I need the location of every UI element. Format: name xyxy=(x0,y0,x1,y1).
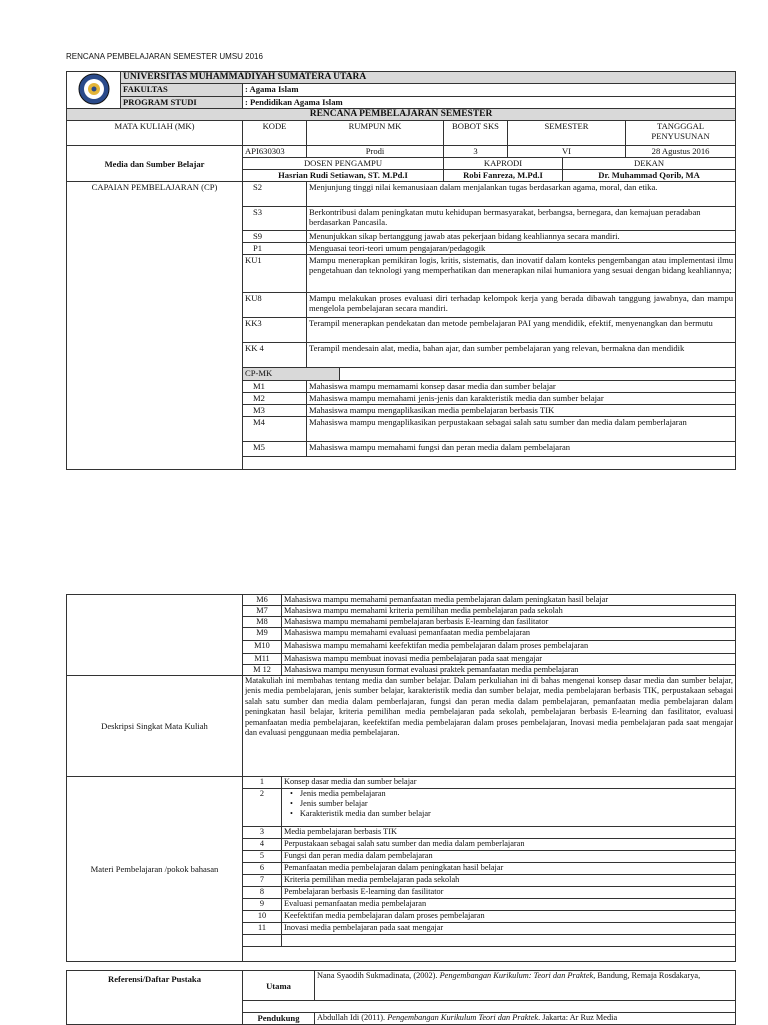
cp-text: Terampil mendesain alat, media, bahan ajar, dan sumber pembelajaran yang relevan, bermakna dan mendidik xyxy=(307,343,736,368)
cpmk-code: M8 xyxy=(243,617,282,628)
deskripsi-text: Matakuliah ini membahas tentang media dan sumber belajar. Dalam perkuliahan ini di bahas mengenai konsep dasar media dan sumber belajar, jenis media pembelajaran, jenis sumber belajar, karakteristik media dan sumber belajar, media pembelajaran berbasis TIK, perpustakaan sebagai salah satu sumber dan media dalam pemberlajaran, fungsi dan peran media dalam pembelajaran, pemanfaatan media pembelajaran dalam peningkatan hasil belajar, kriteria pemilihan media pembelajaran pada sekolah, pembelajaran berbasis E-learning dan fasilitator, evaluasi pemanfaatan media pembelajaran, keefektifan media pembelajaran dalam proses pembelajaran, Inovasi media pembelajaran pada saat mengajar dan evaluasi penggunaan media pembelajaran. xyxy=(243,676,736,777)
kaprodi-label: KAPRODI xyxy=(444,158,563,170)
materi-no: 8 xyxy=(243,887,282,899)
cpmk-text: Mahasiswa mampu memahami kriteria pemilihan media pembelajaran pada sekolah xyxy=(282,606,736,617)
program-value: : Pendidikan Agama Islam xyxy=(243,96,736,108)
document-header: RENCANA PEMBELAJARAN SEMESTER UMSU 2016 xyxy=(66,52,263,61)
cpmk-text: Mahasiswa mampu memahami pemanfaatan media pembelajaran dalam peningkatan hasil belajar xyxy=(282,595,736,606)
cp-code: S9 xyxy=(243,231,307,243)
cpmk-code: M3 xyxy=(243,405,307,417)
cpmk-label: CP-MK xyxy=(243,368,340,381)
materi-text: Kriteria pemilihan media pembelajaran pada sekolah xyxy=(282,875,736,887)
pendukung-reference xyxy=(315,1013,736,1025)
cpmk-code: M9 xyxy=(243,628,282,641)
dosen-label: DOSEN PENGAMPU xyxy=(243,158,444,170)
cp-text: Menjunjung tinggi nilai kemanusiaan dalam menjalankan tugas berdasarkan agama, moral, dan etika. xyxy=(307,182,736,207)
dekan-name: Dr. Muhammad Qorib, MA xyxy=(563,170,736,182)
utama-author: Nana Syaodih Sukmadinata, (2002). xyxy=(317,971,440,980)
cpmk-text: Mahasiswa mampu mengaplikasikan media pembelajaran berbasis TIK xyxy=(307,405,736,417)
cpmk-code: M10 xyxy=(243,641,282,654)
cp-code: KK3 xyxy=(243,318,307,343)
mk-header: MATA KULIAH (MK) xyxy=(67,121,243,146)
cpmk-code: M7 xyxy=(243,606,282,617)
cp-label: CAPAIAN PEMBELAJARAN (CP) xyxy=(67,182,243,470)
university-name: UNIVERSITAS MUHAMMADIYAH SUMATERA UTARA xyxy=(121,72,736,84)
cpmk-code: M4 xyxy=(243,417,307,442)
deskripsi-label: Deskripsi Singkat Mata Kuliah xyxy=(67,676,243,777)
materi-text xyxy=(282,935,736,947)
cpmk-code: M2 xyxy=(243,393,307,405)
materi-text: Inovasi media pembelajaran pada saat mengajar xyxy=(282,923,736,935)
course-code: API630303 xyxy=(243,146,307,158)
cpmk-text: Mahasiswa mampu memahami pembelajaran berbasis E-learning dan fasilitator xyxy=(282,617,736,628)
cpmk-text: Mahasiswa mampu memahami jenis-jenis dan karakteristik media dan sumber belajar xyxy=(307,393,736,405)
cp-text: Berkontribusi dalam peningkatan mutu kehidupan bermasyarakat, berbangsa, bernegara, dan kemajuan peradaban berdasarkan Pancasila. xyxy=(307,207,736,231)
materi-no: 7 xyxy=(243,875,282,887)
materi-no: 2 xyxy=(243,789,282,827)
dosen-name: Hasrian Rudi Setiawan, ST. M.Pd.I xyxy=(243,170,444,182)
referensi-table xyxy=(66,970,736,1025)
materi-no: 5 xyxy=(243,851,282,863)
faculty-value: : Agama Islam xyxy=(243,84,736,96)
utama-title: Pengembangan Kurikulum: Teori dan Praktek xyxy=(439,971,594,980)
cp-text: Mampu melakukan proses evaluasi diri terhadap kelompok kerja yang berada dibawah tanggung jawabnya, dan mampu mengelola pembelajaran secara mandiri. xyxy=(307,293,736,318)
materi-text: Media pembelajaran berbasis TIK xyxy=(282,827,736,839)
cpmk-text: Mahasiswa mampu menyusun format evaluasi praktek pemanfaatan media pembelajaran xyxy=(282,665,736,676)
cp-code: S2 xyxy=(243,182,307,207)
rps-continuation-table xyxy=(66,594,736,962)
utama-label: Utama xyxy=(243,971,315,1001)
materi-label: Materi Pembelajaran /pokok bahasan xyxy=(67,777,243,962)
materi-bullet: • Jenis media pembelajaran xyxy=(294,789,733,799)
cpmk-spacer xyxy=(340,368,736,381)
tanggal-header: TANGGGAL PENYUSUNAN xyxy=(626,121,736,146)
cp-text: Menguasai teori-teori umum pengajaran/pedagogik xyxy=(307,243,736,255)
kaprodi-name: Robi Fanreza, M.Pd.I xyxy=(444,170,563,182)
course-rumpun: Prodi xyxy=(307,146,444,158)
cp-code: P1 xyxy=(243,243,307,255)
materi-no: 11 xyxy=(243,923,282,935)
materi-text: Perpustakaan sebagai salah satu sumber dan media dalam pemberlajaran xyxy=(282,839,736,851)
semester-header: SEMESTER xyxy=(508,121,626,146)
materi-text: Keefektifan media pembelajaran dalam proses pembelajaran xyxy=(282,911,736,923)
materi-spacer xyxy=(243,947,736,962)
materi-no: 1 xyxy=(243,777,282,789)
materi-bullets xyxy=(282,789,736,827)
cp-code: KU1 xyxy=(243,255,307,293)
cpmk-cont-label-cell xyxy=(67,595,243,676)
materi-no xyxy=(243,935,282,947)
cp-code: KK 4 xyxy=(243,343,307,368)
materi-no: 9 xyxy=(243,899,282,911)
cpmk-code: M 12 xyxy=(243,665,282,676)
university-logo xyxy=(67,72,121,109)
materi-text: Pemanfaatan media pembelajaran dalam peningkatan hasil belajar xyxy=(282,863,736,875)
course-semester: VI xyxy=(508,146,626,158)
referensi-label: Referensi/Daftar Pustaka xyxy=(67,971,243,1025)
faculty-label: FAKULTAS xyxy=(121,84,243,96)
materi-text: Pembelajaran berbasis E-learning dan fasilitator xyxy=(282,887,736,899)
dekan-label: DEKAN xyxy=(563,158,736,170)
materi-text: Konsep dasar media dan sumber belajar xyxy=(282,777,736,789)
cpmk-text: Mahasiswa mampu memahami keefektifan media pembelajaran dalam proses pembelajaran xyxy=(282,641,736,654)
materi-no: 10 xyxy=(243,911,282,923)
materi-no: 4 xyxy=(243,839,282,851)
course-date: 28 Agustus 2016 xyxy=(626,146,736,158)
referensi-spacer xyxy=(243,1001,736,1013)
cpmk-text: Mahasiswa mampu memahami evaluasi pemanfaatan media pembelajaran xyxy=(282,628,736,641)
materi-text: Fungsi dan peran media dalam pembelajaran xyxy=(282,851,736,863)
cp-code: KU8 xyxy=(243,293,307,318)
cpmk-text: Mahasiswa mampu membuat inovasi media pembelajaran pada saat mengajar xyxy=(282,654,736,665)
cpmk-code: M11 xyxy=(243,654,282,665)
cpmk-code: M6 xyxy=(243,595,282,606)
cp-text: Menunjukkan sikap bertanggung jawab atas pekerjaan bidang keahliannya secara mandiri. xyxy=(307,231,736,243)
course-name: Media dan Sumber Belajar xyxy=(67,146,243,182)
cpmk-text: Mahasiswa mampu memamami konsep dasar media dan sumber belajar xyxy=(307,381,736,393)
utama-reference xyxy=(315,971,736,1001)
bobot-header: BOBOT SKS xyxy=(444,121,508,146)
cp-bottom-spacer xyxy=(243,457,736,470)
materi-bullet: • Karakteristik media dan sumber belajar xyxy=(294,809,733,819)
pendukung-label: Pendukung xyxy=(243,1013,315,1025)
kode-header: KODE xyxy=(243,121,307,146)
materi-no: 6 xyxy=(243,863,282,875)
course-bobot: 3 xyxy=(444,146,508,158)
pendukung-title: Pengembangan Kurikulum Teori dan Praktek xyxy=(387,1013,539,1022)
rumpun-header: RUMPUN MK xyxy=(307,121,444,146)
pendukung-author: Abdullah Idi (2011). xyxy=(317,1013,388,1022)
rps-main-table xyxy=(66,71,736,470)
cpmk-code: M1 xyxy=(243,381,307,393)
cpmk-text: Mahasiswa mampu mengaplikasikan perpustakaan sebagai salah satu sumber dan media dalam pemberlajaran xyxy=(307,417,736,442)
cpmk-code: M5 xyxy=(243,442,307,457)
cp-code: S3 xyxy=(243,207,307,231)
program-label: PROGRAM STUDI xyxy=(121,96,243,108)
materi-no: 3 xyxy=(243,827,282,839)
university-seal-icon xyxy=(74,72,114,106)
pendukung-rest: . Jakarta: Ar Ruz Media xyxy=(538,1013,618,1022)
cp-text: Terampil menerapkan pendekatan dan metode pembelajaran PAI yang mendidik, efektif, menyenangkan dan bermutu xyxy=(307,318,736,343)
rps-title: RENCANA PEMBELAJARAN SEMESTER xyxy=(67,109,736,121)
cp-text: Mampu menerapkan pemikiran logis, kritis, sistematis, dan inovatif dalam konteks pengembangan atau implementasi ilmu pengetahuan dan teknologi yang memperhatikan dan menerapkan nilai humaniora yang sesuai dengan bidang keahliannya; xyxy=(307,255,736,293)
materi-bullet: • Jenis sumber belajar xyxy=(294,799,733,809)
utama-rest: , Bandung, Remaja Rosdakarya, xyxy=(593,971,701,980)
materi-text: Evaluasi pemanfaatan media pembelajaran xyxy=(282,899,736,911)
cpmk-text: Mahasiswa mampu memahami fungsi dan peran media dalam pembelajaran xyxy=(307,442,736,457)
